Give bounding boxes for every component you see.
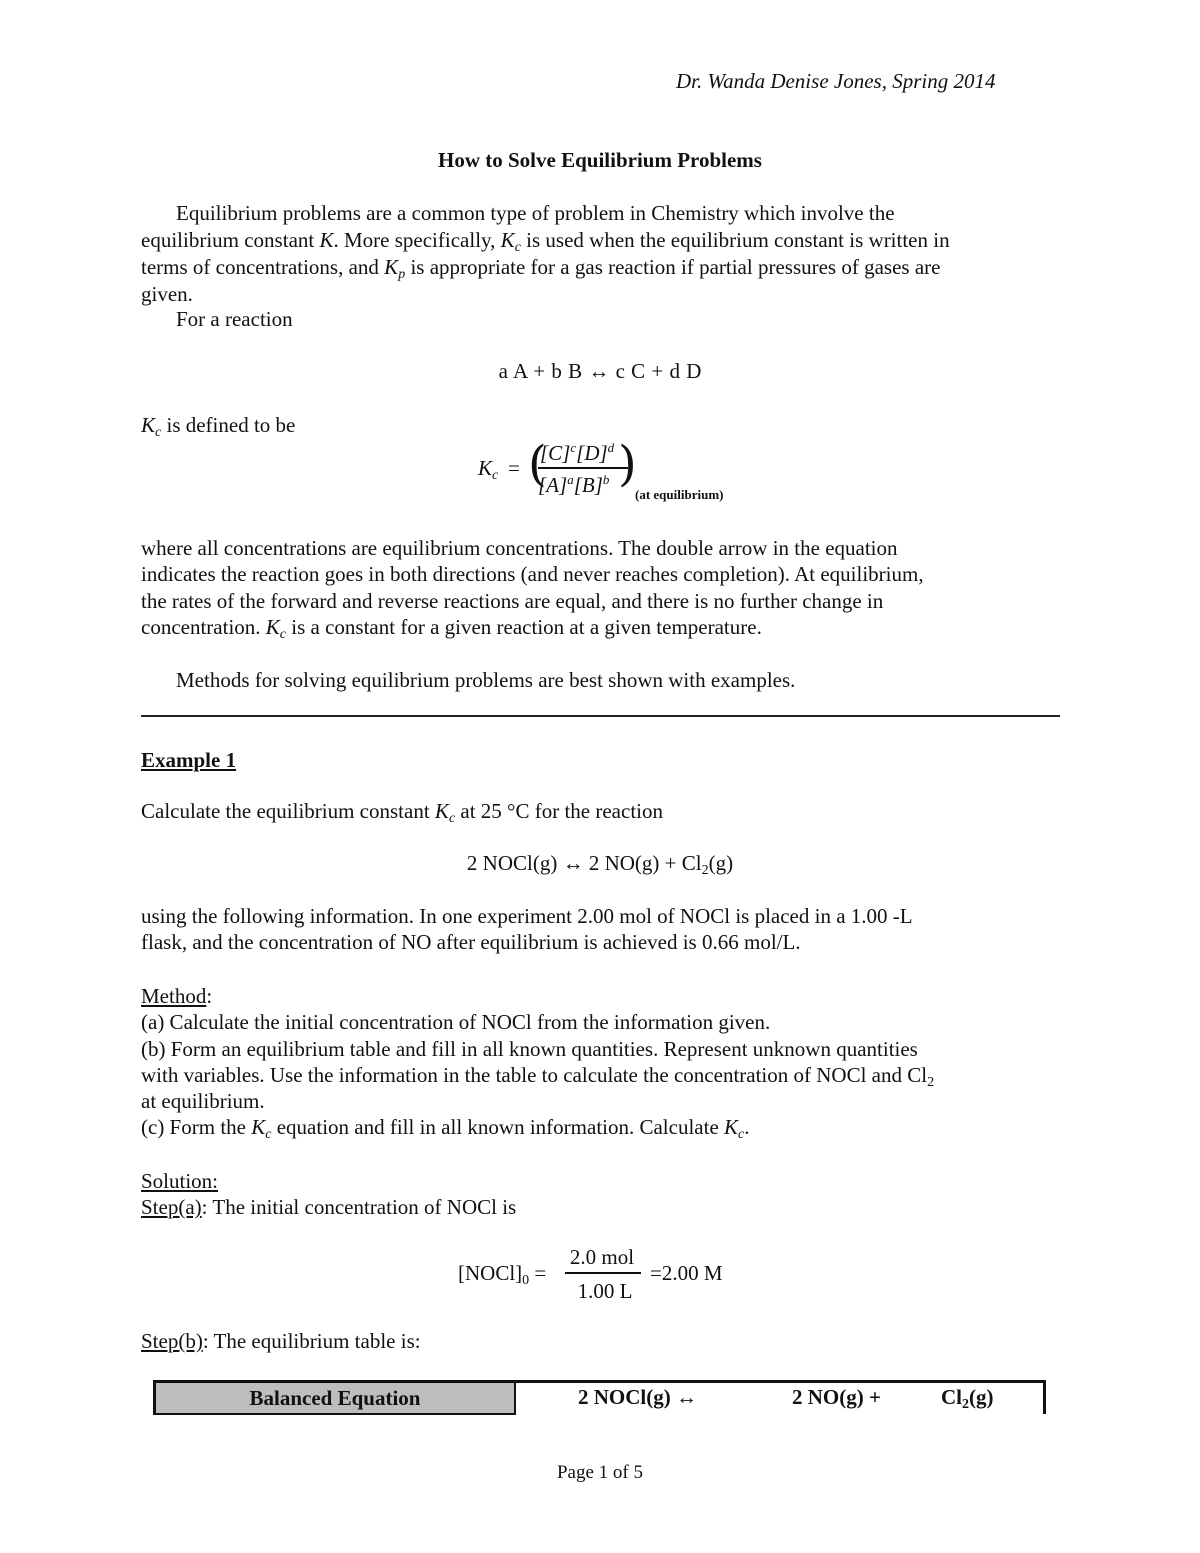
page-title: How to Solve Equilibrium Problems — [438, 148, 762, 172]
method-step-b-2: with variables. Use the information in the table to calculate the concentration of NOCl and $Cl_2$ — [141, 1063, 935, 1090]
kc-denominator: $[A]^a[B]^b$ — [538, 472, 610, 497]
kc-numerator: $[C]^c[D]^d$ — [540, 440, 615, 465]
table-header-equation-cell — [515, 1382, 1045, 1415]
para2-line-4: concentration. $K_c$ is a constant for a given reaction at a given temperature. — [141, 615, 762, 642]
method-step-b-1: (b) Form an equilibrium table and fill in all known quantities. Represent unknown quantities — [141, 1037, 918, 1061]
equilibrium-table — [153, 1380, 1046, 1415]
method-step-c: (c) Form the $K_c$ equation and fill in all known information. Calculate $K_c$. — [141, 1115, 750, 1142]
intro-line-4: given. — [141, 282, 193, 306]
table-header-balanced-equation: Balanced Equation — [155, 1382, 516, 1415]
para2-line-3: the rates of the forward and reverse reactions are equal, and there is no further change in — [141, 589, 884, 613]
page-number: Page 1 of 5 — [556, 1462, 643, 1483]
equals-sign: = — [508, 456, 520, 480]
example-info-2: flask, and the concentration of NO after equilibrium is achieved is 0.66 mol/L. — [141, 930, 801, 954]
conc-numerator: 2.0 mol — [569, 1245, 635, 1269]
at-equilibrium-note: (at equilibrium) — [635, 487, 724, 502]
author-header: Dr. Wanda Denise Jones, Spring 2014 — [676, 69, 996, 93]
example-heading: Example 1 — [141, 748, 237, 772]
kc-defined-text: $K_c$ is defined to be — [141, 413, 296, 440]
intro-line-2: equilibrium constant K. More specifically, $K_c$ is used when the equilibrium constant is written in — [141, 228, 950, 255]
solution-label: Solution: — [141, 1169, 219, 1193]
para3: Methods for solving equilibrium problems are best shown with examples. — [176, 668, 796, 692]
table-cl2: $Cl_2(g)$ — [941, 1385, 994, 1412]
table-row — [155, 1382, 1045, 1415]
method-label: Method: — [141, 984, 213, 1008]
section-divider — [141, 715, 1060, 717]
step-a-line: Step(a): The initial concentration of NOCl is — [141, 1195, 517, 1219]
method-step-b-3: at equilibrium. — [141, 1089, 265, 1113]
example-reaction: 2 NOCl(g) ↔ 2 $NO(g) + Cl_2(g)$ — [466, 851, 734, 878]
conc-rhs: =2.00 M — [650, 1261, 723, 1285]
para2-line-2: indicates the reaction goes in both directions (and never reaches completion). At equilibrium, — [141, 562, 924, 586]
intro-line-5: For a reaction — [176, 307, 293, 331]
table-no: 2 NO(g) + — [792, 1385, 881, 1409]
kc-formula-lhs: $K_c$ — [478, 456, 499, 483]
intro-line-1: Equilibrium problems are a common type of problem in Chemistry which involve the — [176, 201, 895, 225]
method-step-a: (a) Calculate the initial concentration of NOCl from the information given. — [141, 1010, 771, 1034]
intro-line-3: terms of concentrations, and $K_p$ is appropriate for a gas reaction if partial pressures of gases are — [141, 255, 941, 282]
conc-fraction-bar — [565, 1272, 641, 1274]
general-reaction-equation: a A + b B ↔ c C + d D — [498, 359, 702, 383]
left-paren-icon: ( — [528, 436, 547, 492]
right-paren-icon: ) — [618, 436, 637, 492]
fraction-bar — [538, 467, 628, 469]
initial-concentration-formula — [458, 1242, 758, 1304]
example-prompt: Calculate the equilibrium constant $K_c$ at 25 °C for the reaction — [141, 799, 663, 826]
example-info-1: using the following information. In one experiment 2.00 mol of NOCl is placed in a 1.00 -L — [141, 904, 913, 928]
para2-line-1: where all concentrations are equilibrium concentrations. The double arrow in the equation — [141, 536, 898, 560]
conc-denominator: 1.00 L — [577, 1279, 633, 1303]
table-nocl: 2 NOCl(g) ↔ — [578, 1385, 697, 1409]
conc-lhs: $[NOCl]_0$ = — [458, 1261, 547, 1288]
step-b-line: Step(b): The equilibrium table is: — [141, 1329, 421, 1353]
